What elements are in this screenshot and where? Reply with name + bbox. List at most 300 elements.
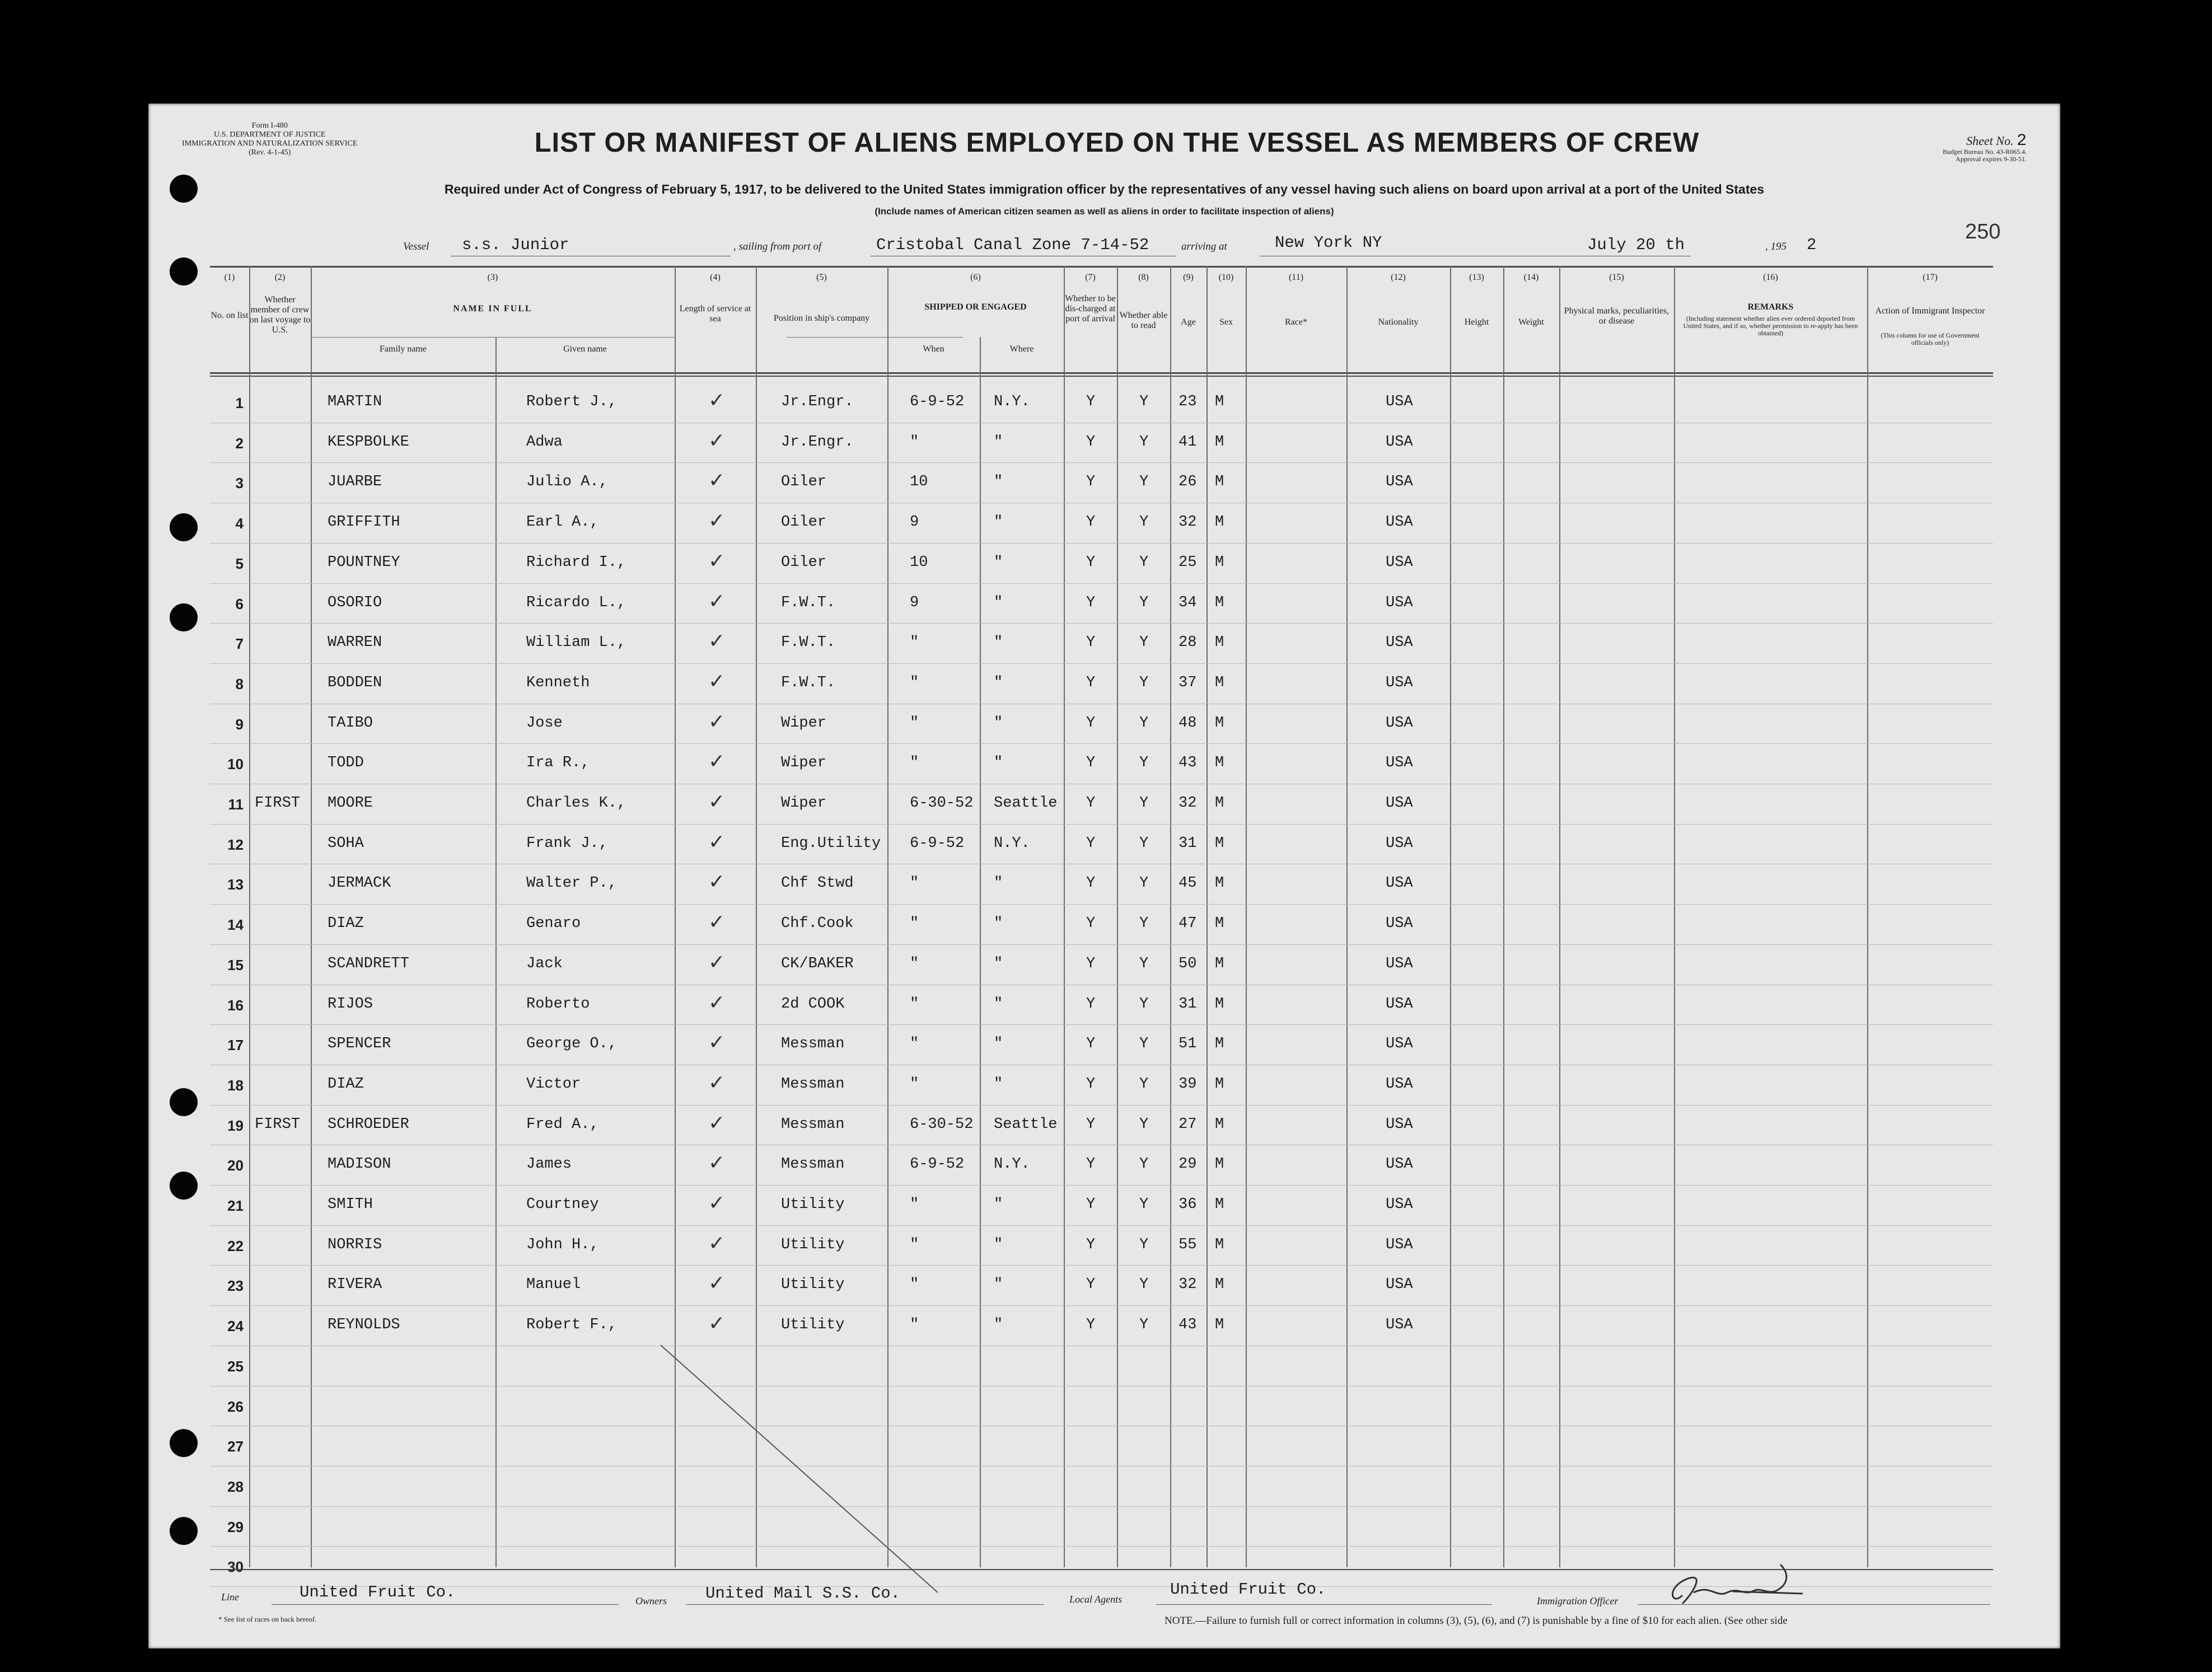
able-to-read: Y bbox=[1139, 1276, 1149, 1294]
sex: M bbox=[1215, 995, 1224, 1013]
col-num-4: (4) bbox=[710, 273, 721, 282]
age: 32 bbox=[1179, 514, 1197, 531]
row-number: 22 bbox=[227, 1237, 244, 1254]
age: 23 bbox=[1179, 394, 1197, 410]
service-check: ✓ bbox=[708, 1231, 726, 1255]
nationality: USA bbox=[1386, 714, 1413, 732]
discharge: Y bbox=[1086, 1116, 1096, 1133]
shipped-where: " bbox=[994, 554, 1003, 571]
discharge: Y bbox=[1086, 1276, 1096, 1294]
col-head-4: Length of service at sea bbox=[679, 304, 751, 324]
given-name: Charles K., bbox=[526, 795, 626, 812]
row-number: 25 bbox=[227, 1357, 244, 1375]
family-name: JERMACK bbox=[328, 875, 391, 892]
nationality: USA bbox=[1386, 995, 1413, 1013]
cancel-stroke bbox=[148, 104, 2060, 1648]
service-check: ✓ bbox=[708, 669, 726, 693]
family-name: KESPBOLKE bbox=[328, 433, 409, 451]
service-check: ✓ bbox=[708, 950, 726, 974]
age: 41 bbox=[1179, 433, 1197, 451]
arriving-value: New York NY bbox=[1275, 233, 1382, 252]
shipped-when: 6-30-52 bbox=[910, 795, 974, 812]
nationality: USA bbox=[1386, 1196, 1413, 1213]
row-number: 15 bbox=[227, 956, 244, 973]
budget-line-2: Approval expires 9-30-51. bbox=[1956, 155, 2027, 163]
budget-line-1: Budget Bureau No. 43-R065.4. bbox=[1943, 148, 2027, 156]
vessel-label: Vessel bbox=[403, 241, 429, 252]
department: U.S. DEPARTMENT OF JUSTICE bbox=[214, 130, 326, 139]
age: 25 bbox=[1179, 554, 1197, 571]
shipped-where: " bbox=[994, 875, 1003, 892]
col-head-16: REMARKS bbox=[1747, 302, 1794, 312]
family-name: SCHROEDER bbox=[328, 1116, 409, 1133]
age: 39 bbox=[1179, 1075, 1197, 1093]
able-to-read: Y bbox=[1139, 394, 1149, 410]
age: 37 bbox=[1179, 674, 1197, 691]
discharge: Y bbox=[1086, 394, 1096, 410]
row-number: 29 bbox=[227, 1518, 244, 1535]
shipped-where: N.Y. bbox=[994, 835, 1030, 852]
nationality: USA bbox=[1386, 915, 1413, 933]
able-to-read: Y bbox=[1139, 514, 1149, 531]
family-name: REYNOLDS bbox=[328, 1317, 400, 1334]
shipped-when: " bbox=[910, 1317, 919, 1334]
form-number: Form I-480 bbox=[251, 121, 288, 130]
position: Chf Stwd bbox=[781, 875, 854, 892]
family-name: SPENCER bbox=[328, 1036, 391, 1053]
family-name: MOORE bbox=[328, 795, 373, 812]
sex: M bbox=[1215, 1196, 1224, 1213]
row-number: 24 bbox=[227, 1318, 244, 1335]
col-head-17-note: (This column for use of Government officials only) bbox=[1881, 331, 1980, 346]
shipped-where: " bbox=[994, 514, 1003, 531]
subtitle-note: (Include names of American citizen seamen as well as aliens in order to facilitate inspection of aliens) bbox=[874, 206, 1334, 217]
nationality: USA bbox=[1386, 1116, 1413, 1133]
col-head-6a: When bbox=[923, 344, 944, 354]
able-to-read: Y bbox=[1139, 1236, 1149, 1253]
able-to-read: Y bbox=[1139, 1075, 1149, 1093]
nationality: USA bbox=[1386, 1156, 1413, 1173]
discharge: Y bbox=[1086, 755, 1096, 772]
position: Utility bbox=[781, 1196, 845, 1213]
given-name: John H., bbox=[526, 1236, 599, 1253]
shipped-when: " bbox=[910, 1276, 919, 1294]
col-num-15: (15) bbox=[1609, 273, 1624, 282]
given-name: Richard I., bbox=[526, 554, 626, 571]
shipped-when: " bbox=[910, 714, 919, 732]
given-name: Kenneth bbox=[526, 674, 590, 691]
service-check: ✓ bbox=[708, 630, 726, 653]
position: F.W.T. bbox=[781, 634, 836, 652]
arrival-date: July 20 th bbox=[1587, 236, 1685, 254]
able-to-read: Y bbox=[1139, 1036, 1149, 1053]
able-to-read: Y bbox=[1139, 433, 1149, 451]
row-number: 6 bbox=[235, 595, 244, 612]
binder-hole bbox=[170, 1172, 198, 1200]
row-number: 3 bbox=[235, 475, 244, 492]
crew-table bbox=[148, 104, 2060, 1648]
family-name: WARREN bbox=[328, 634, 382, 652]
family-name: TODD bbox=[328, 755, 364, 772]
nationality: USA bbox=[1386, 674, 1413, 691]
discharge: Y bbox=[1086, 474, 1096, 491]
agents-label: Local Agents bbox=[1069, 1594, 1123, 1605]
family-name: DIAZ bbox=[328, 1075, 364, 1093]
position: Oiler bbox=[781, 514, 827, 531]
discharge: Y bbox=[1086, 1075, 1096, 1093]
given-name: James bbox=[526, 1156, 572, 1173]
age: 55 bbox=[1179, 1236, 1197, 1253]
family-name: JUARBE bbox=[328, 474, 382, 491]
col-num-11: (11) bbox=[1288, 273, 1304, 282]
line-value: United Fruit Co. bbox=[300, 1583, 456, 1601]
family-name: POUNTNEY bbox=[328, 554, 400, 571]
sailing-value: Cristobal Canal Zone 7-14-52 bbox=[876, 236, 1149, 254]
row-number: 12 bbox=[227, 836, 244, 853]
sex: M bbox=[1215, 594, 1224, 611]
age: 27 bbox=[1179, 1116, 1197, 1133]
shipped-when: 10 bbox=[910, 474, 928, 491]
revision: (Rev. 4-1-45) bbox=[249, 148, 291, 157]
col-head-5: Position in ship's company bbox=[773, 313, 870, 323]
nationality: USA bbox=[1386, 795, 1413, 812]
able-to-read: Y bbox=[1139, 755, 1149, 772]
row-number: 8 bbox=[235, 675, 244, 692]
position: Oiler bbox=[781, 554, 827, 571]
given-name: George O., bbox=[526, 1036, 618, 1053]
sex: M bbox=[1215, 674, 1224, 691]
sex: M bbox=[1215, 1276, 1224, 1294]
sex: M bbox=[1215, 875, 1224, 892]
service-check: ✓ bbox=[708, 830, 726, 854]
age: 29 bbox=[1179, 1156, 1197, 1173]
shipped-where: " bbox=[994, 1075, 1003, 1093]
binder-hole bbox=[170, 1088, 198, 1116]
shipped-when: 6-9-52 bbox=[910, 835, 965, 852]
position: Eng.Utility bbox=[781, 835, 881, 852]
nationality: USA bbox=[1386, 955, 1413, 972]
nationality: USA bbox=[1386, 594, 1413, 611]
discharge: Y bbox=[1086, 433, 1096, 451]
position: Jr.Engr. bbox=[781, 394, 854, 410]
page-stamp: 250 bbox=[1965, 220, 2001, 243]
able-to-read: Y bbox=[1139, 795, 1149, 812]
shipped-where: " bbox=[994, 1236, 1003, 1253]
col-num-12: (12) bbox=[1391, 273, 1406, 282]
able-to-read: Y bbox=[1139, 594, 1149, 611]
position: Messman bbox=[781, 1156, 845, 1173]
given-name: Roberto bbox=[526, 995, 590, 1013]
col-num-6: (6) bbox=[970, 273, 981, 282]
able-to-read: Y bbox=[1139, 1116, 1149, 1133]
service-check: ✓ bbox=[708, 1312, 726, 1336]
family-name: GRIFFITH bbox=[328, 514, 400, 531]
discharge: Y bbox=[1086, 714, 1096, 732]
shipped-when: 6-30-52 bbox=[910, 1116, 974, 1133]
row-number: 11 bbox=[228, 796, 244, 813]
crew-last-voyage: FIRST bbox=[255, 1116, 301, 1133]
sex: M bbox=[1215, 1156, 1224, 1173]
age: 28 bbox=[1179, 634, 1197, 652]
given-name: Robert J., bbox=[526, 394, 618, 410]
able-to-read: Y bbox=[1139, 875, 1149, 892]
given-name: Ricardo L., bbox=[526, 594, 626, 611]
year-label: , 195 bbox=[1765, 241, 1787, 252]
shipped-where: " bbox=[994, 755, 1003, 772]
shipped-where: " bbox=[994, 594, 1003, 611]
sex: M bbox=[1215, 433, 1224, 451]
age: 47 bbox=[1179, 915, 1197, 933]
able-to-read: Y bbox=[1139, 1156, 1149, 1173]
row-number: 5 bbox=[235, 555, 244, 572]
shipped-when: " bbox=[910, 1236, 919, 1253]
service-check: ✓ bbox=[708, 1151, 726, 1175]
row-number: 1 bbox=[235, 395, 244, 411]
shipped-where: " bbox=[994, 915, 1003, 933]
binder-hole bbox=[170, 513, 198, 541]
discharge: Y bbox=[1086, 1317, 1096, 1334]
col-num-2: (2) bbox=[274, 273, 286, 282]
shipped-where: " bbox=[994, 1196, 1003, 1213]
col-head-3b: Given name bbox=[563, 344, 607, 354]
given-name: Julio A., bbox=[526, 474, 608, 491]
col-num-10: (10) bbox=[1218, 273, 1234, 282]
col-num-5: (5) bbox=[816, 273, 827, 282]
shipped-when: 10 bbox=[910, 554, 928, 571]
able-to-read: Y bbox=[1139, 835, 1149, 852]
binder-hole bbox=[170, 257, 198, 285]
family-name: SMITH bbox=[328, 1196, 373, 1213]
sex: M bbox=[1215, 474, 1224, 491]
col-num-8: (8) bbox=[1138, 273, 1149, 282]
shipped-when: " bbox=[910, 1075, 919, 1093]
position: Chf.Cook bbox=[781, 915, 854, 933]
service-check: ✓ bbox=[708, 1272, 726, 1295]
age: 48 bbox=[1179, 714, 1197, 732]
sex: M bbox=[1215, 554, 1224, 571]
family-name: NORRIS bbox=[328, 1236, 382, 1253]
position: Utility bbox=[781, 1236, 845, 1253]
position: F.W.T. bbox=[781, 674, 836, 691]
shipped-where: " bbox=[994, 1317, 1003, 1334]
service-check: ✓ bbox=[708, 1071, 726, 1094]
shipped-where: " bbox=[994, 714, 1003, 732]
position: Messman bbox=[781, 1036, 845, 1053]
col-head-6: SHIPPED OR ENGAGED bbox=[924, 302, 1027, 312]
position: Utility bbox=[781, 1276, 845, 1294]
age: 31 bbox=[1179, 995, 1197, 1013]
given-name: Frank J., bbox=[526, 835, 608, 852]
sex: M bbox=[1215, 634, 1224, 652]
given-name: Walter P., bbox=[526, 875, 618, 892]
shipped-where: " bbox=[994, 995, 1003, 1013]
shipped-when: 9 bbox=[910, 594, 919, 611]
col-head-14: Weight bbox=[1518, 317, 1544, 327]
family-name: SOHA bbox=[328, 835, 364, 852]
col-head-7: Whether to be dis-charged at port of arrival bbox=[1065, 294, 1116, 324]
row-number: 19 bbox=[227, 1117, 244, 1134]
sex: M bbox=[1215, 1116, 1224, 1133]
family-name: TAIBO bbox=[328, 714, 373, 732]
col-head-9: Age bbox=[1181, 317, 1196, 327]
discharge: Y bbox=[1086, 514, 1096, 531]
shipped-when: " bbox=[910, 634, 919, 652]
given-name: Courtney bbox=[526, 1196, 599, 1213]
binder-hole bbox=[170, 603, 198, 631]
sex: M bbox=[1215, 1075, 1224, 1093]
nationality: USA bbox=[1386, 554, 1413, 571]
given-name: Adwa bbox=[526, 433, 563, 451]
col-num-16: (16) bbox=[1763, 273, 1778, 282]
discharge: Y bbox=[1086, 594, 1096, 611]
service-check: ✓ bbox=[708, 911, 726, 934]
nationality: USA bbox=[1386, 634, 1413, 652]
col-num-7: (7) bbox=[1085, 273, 1096, 282]
col-num-3: (3) bbox=[487, 273, 498, 282]
year-value: 2 bbox=[1807, 236, 1817, 254]
shipped-when: " bbox=[910, 915, 919, 933]
given-name: William L., bbox=[526, 634, 626, 652]
sex: M bbox=[1215, 915, 1224, 933]
nationality: USA bbox=[1386, 1317, 1413, 1334]
position: Jr.Engr. bbox=[781, 433, 854, 451]
shipped-when: " bbox=[910, 875, 919, 892]
sex: M bbox=[1215, 955, 1224, 972]
col-num-17: (17) bbox=[1923, 273, 1938, 282]
row-number: 7 bbox=[235, 635, 244, 653]
discharge: Y bbox=[1086, 1156, 1096, 1173]
discharge: Y bbox=[1086, 995, 1096, 1013]
family-name: SCANDRETT bbox=[328, 955, 409, 972]
officer-signature bbox=[1660, 1553, 1806, 1615]
shipped-when: " bbox=[910, 1196, 919, 1213]
able-to-read: Y bbox=[1139, 915, 1149, 933]
able-to-read: Y bbox=[1139, 1317, 1149, 1334]
given-name: Manuel bbox=[526, 1276, 581, 1294]
owners-label: Owners bbox=[635, 1595, 667, 1607]
nationality: USA bbox=[1386, 433, 1413, 451]
given-name: Jack bbox=[526, 955, 563, 972]
position: Wiper bbox=[781, 795, 827, 812]
col-head-12: Nationality bbox=[1378, 317, 1419, 327]
row-number: 2 bbox=[235, 434, 244, 452]
sheet-label: Sheet No. bbox=[1966, 134, 2014, 148]
nationality: USA bbox=[1386, 394, 1413, 410]
age: 31 bbox=[1179, 835, 1197, 852]
sex: M bbox=[1215, 835, 1224, 852]
service: IMMIGRATION AND NATURALIZATION SERVICE bbox=[182, 139, 358, 148]
service-check: ✓ bbox=[708, 389, 726, 412]
given-name: Genaro bbox=[526, 915, 581, 933]
discharge: Y bbox=[1086, 554, 1096, 571]
agents-value: United Fruit Co. bbox=[1170, 1580, 1326, 1599]
col-head-15: Physical marks, peculiarities, or disease bbox=[1564, 306, 1669, 326]
age: 26 bbox=[1179, 474, 1197, 491]
nationality: USA bbox=[1386, 835, 1413, 852]
col-head-3a: Family name bbox=[380, 344, 427, 354]
col-head-17: Action of Immigrant Inspector bbox=[1875, 306, 1985, 316]
sex: M bbox=[1215, 1036, 1224, 1053]
col-num-14: (14) bbox=[1523, 273, 1539, 282]
nationality: USA bbox=[1386, 1236, 1413, 1253]
col-head-16-note: (Including statement whether alien ever ordered deported from United States, and if so, whether permission to re-apply has been obtained) bbox=[1683, 315, 1858, 337]
shipped-when: " bbox=[910, 674, 919, 691]
service-check: ✓ bbox=[708, 870, 726, 894]
given-name: Ira R., bbox=[526, 755, 590, 772]
service-check: ✓ bbox=[708, 710, 726, 733]
age: 34 bbox=[1179, 594, 1197, 611]
age: 43 bbox=[1179, 1317, 1197, 1334]
nationality: USA bbox=[1386, 1276, 1413, 1294]
binder-hole bbox=[170, 1429, 198, 1457]
nationality: USA bbox=[1386, 474, 1413, 491]
row-number: 13 bbox=[227, 876, 244, 893]
service-check: ✓ bbox=[708, 1192, 726, 1215]
sex: M bbox=[1215, 394, 1224, 410]
position: Messman bbox=[781, 1116, 845, 1133]
given-name: Robert F., bbox=[526, 1317, 618, 1334]
given-name: Jose bbox=[526, 714, 563, 732]
discharge: Y bbox=[1086, 1036, 1096, 1053]
service-check: ✓ bbox=[708, 469, 726, 493]
position: Oiler bbox=[781, 474, 827, 491]
col-head-3: NAME IN FULL bbox=[453, 304, 532, 313]
sex: M bbox=[1215, 1317, 1224, 1334]
shipped-where: " bbox=[994, 634, 1003, 652]
able-to-read: Y bbox=[1139, 634, 1149, 652]
family-name: RIVERA bbox=[328, 1276, 382, 1294]
position: Utility bbox=[781, 1317, 845, 1334]
col-head-6b: Where bbox=[1009, 344, 1034, 354]
shipped-where: " bbox=[994, 674, 1003, 691]
shipped-when: " bbox=[910, 755, 919, 772]
nationality: USA bbox=[1386, 1075, 1413, 1093]
discharge: Y bbox=[1086, 915, 1096, 933]
manifest-sheet bbox=[148, 104, 2060, 1648]
shipped-when: " bbox=[910, 433, 919, 451]
service-check: ✓ bbox=[708, 549, 726, 573]
family-name: OSORIO bbox=[328, 594, 382, 611]
col-head-13: Height bbox=[1464, 317, 1489, 327]
row-number: 17 bbox=[227, 1037, 244, 1054]
service-check: ✓ bbox=[708, 589, 726, 613]
age: 45 bbox=[1179, 875, 1197, 892]
row-number: 4 bbox=[235, 515, 244, 532]
shipped-where: N.Y. bbox=[994, 394, 1030, 410]
shipped-where: Seattle bbox=[994, 795, 1058, 812]
officer-label: Immigration Officer bbox=[1537, 1595, 1619, 1607]
shipped-where: " bbox=[994, 955, 1003, 972]
given-name: Victor bbox=[526, 1075, 581, 1093]
col-num-1: (1) bbox=[224, 273, 235, 282]
shipped-where: " bbox=[994, 433, 1003, 451]
discharge: Y bbox=[1086, 1196, 1096, 1213]
able-to-read: Y bbox=[1139, 674, 1149, 691]
subtitle: Required under Act of Congress of February 5, 1917, to be delivered to the United States immigration officer by the representatives of any vessel having such aliens on board upon arrival at a port of the United States bbox=[444, 182, 1765, 196]
page-title: LIST OR MANIFEST OF ALIENS EMPLOYED ON THE VESSEL AS MEMBERS OF CREW bbox=[534, 128, 1700, 158]
col-head-2: Whether member of crew on last voyage to U.S. bbox=[249, 295, 311, 335]
shipped-when: " bbox=[910, 995, 919, 1013]
row-number: 26 bbox=[227, 1398, 244, 1415]
given-name: Fred A., bbox=[526, 1116, 599, 1133]
position: 2d COOK bbox=[781, 995, 845, 1013]
sex: M bbox=[1215, 714, 1224, 732]
row-number: 21 bbox=[227, 1197, 244, 1214]
arriving-label: arriving at bbox=[1181, 241, 1227, 252]
col-head-11: Race* bbox=[1285, 317, 1307, 327]
shipped-where: " bbox=[994, 1036, 1003, 1053]
row-number: 27 bbox=[227, 1438, 244, 1455]
